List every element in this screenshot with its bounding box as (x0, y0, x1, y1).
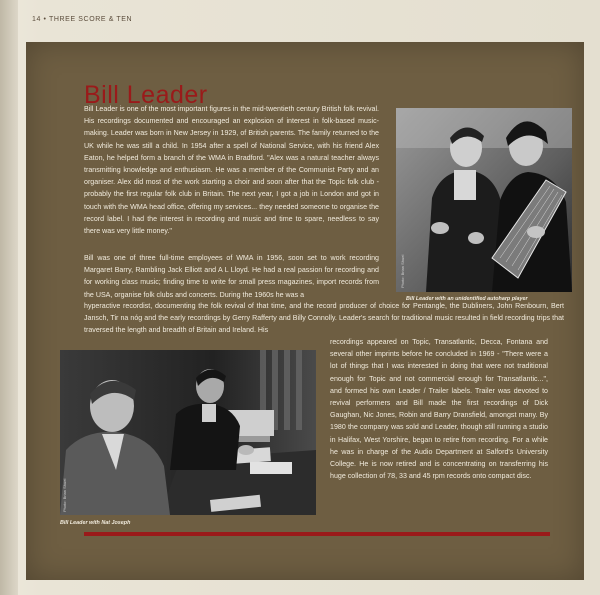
body-paragraph-1: Bill Leader is one of the most important figures in the mid-twentieth century British folk revival. His recordings documented and encouraged an explosion of interest in folk-based music-making. Leader was born in New Jersey in 1929, of British parents. The family returned to the UK while he was still a child. In 1954 after a spell of National Service, with his friend Alex Eaton, he helped form a branch of the WMA in Bradford. "Alex was a natural teacher always transmitting knowledge and enthusiasm. He was a member of the Communist Party and an organiser. Alex did most of the work starting a choir and soon after that the Topic folk club - probably the first regular folk club in Britain. The next year, I got a job in London and got in touch with the WMA head office, offering my services... they needed someone to organise the record label. I had the interest in recording and music and time to spare, needless to say there was very little money." (84, 105, 379, 236)
page-spine-shadow (0, 0, 18, 595)
photo1-caption: Bill Leader with an unidentified autoharp player (406, 296, 528, 302)
body-paragraph-2: Bill was one of three full-time employees of WMA in 1956, soon set to work recording Margaret Barry, Rambling Jack Elliott and A L Lloyd. He had a real passion for recording and for working class music; finding time to write for small press magazines, import records from the USA, organise folk clubs and concerts. During the 1960s he was a (84, 254, 379, 299)
article-title: Bill Leader (84, 80, 208, 109)
photo-desk-image (60, 350, 316, 515)
photo2-credit: Photo: Brian Shuel (62, 478, 67, 512)
photo1-credit: Photo: Brian Shuel (400, 254, 405, 288)
photo2-caption: Bill Leader with Nat Joseph (60, 520, 131, 526)
body-paragraph-3: hyperactive recordist, documenting the folk revival of that time, and the record producer of choice for Pentangle, the Dubliners, John Renbourn, Bert Jansch, Tir na nóg and the early recordings by Gerry Rafferty and Billy Connolly. Leader's search for traditional music resulted in field recording trips that traversed the length and breadth of Britain and Ireland. His (84, 302, 564, 335)
body-paragraph-4: recordings appeared on Topic, Transatlantic, Decca, Fontana and several other imprints before he concluded in 1969 - "There were a lot of things that I was interested in doing that were not traditional enough for Topic and not commercial enough for Transatlantic...", and formed his own Leader / Trailer labels. Trailer was devoted to revival performers and Bill made the first recordings of Dick Gaughan, Nic Jones, Robin and Barry Dransfield, amongst many. By 1980 the company was sold and Leader, though still running a studio in Halifax, West Yorshire, began to retire from recording. For a while he was in charge of the Audio Department at Salford's University College. He is now retired and is concentrating on transferring his huge collection of 78, 33 and 45 rpm records onto compact disc. (330, 338, 548, 481)
photo-bill-leader-nat-joseph (60, 350, 316, 515)
photo-autoharp-image (396, 108, 572, 292)
photo-bill-leader-autoharp (396, 108, 572, 292)
running-head: 14 • THREE SCORE & TEN (32, 16, 133, 23)
red-divider-rule (84, 532, 550, 536)
